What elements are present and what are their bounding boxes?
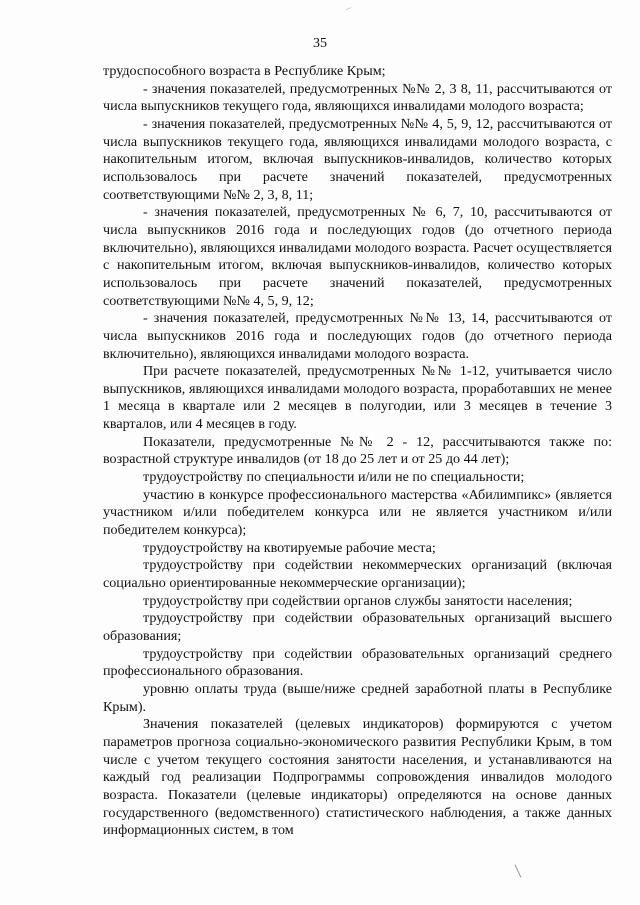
paragraph: трудоустройству при содействии органов службы занятости населения; bbox=[143, 592, 573, 609]
paragraph: трудоустройству при содействии образовательных организаций среднего профессионального образования. bbox=[103, 645, 612, 680]
scan-artifact bbox=[515, 860, 531, 877]
paragraph: - значения показателей, предусмотренных № 6, 7, 10, рассчитываются от числа выпускников 2016 года и последующих годов (до отчетного периода включительно), являющихся инвалидами молодого возраста. Расчет осуществляется с накопительным итогом, включая выпускников-инвалидов, количество которых использовалось при расчете значений показателей, предусмотренных соответствующими №№ 4, 5, 9, 12; bbox=[103, 204, 612, 309]
document-body bbox=[103, 63, 612, 840]
paragraph: трудоустройству по специальности и/или не по специальности; bbox=[143, 469, 525, 486]
paragraph: уровню оплаты труда (выше/ниже средней заработной платы в Республике Крым). bbox=[103, 680, 612, 715]
paragraph: трудоустройству при содействии образовательных организаций высшего образования; bbox=[103, 610, 612, 644]
paragraph: трудоспособного возраста в Республике Крым; bbox=[103, 63, 386, 79]
paragraph: - значения показателей, предусмотренных №№ 13, 14, рассчитываются от числа выпускников 2016 года и последующих годов (до отчетного периода включительно), являющихся инвалидами молодого возраста. bbox=[103, 310, 612, 362]
paragraph: - значения показателей, предусмотренных №№ 2, 3 8, 11, рассчитываются от числа выпускников текущего года, являющихся инвалидами молодого возраста; bbox=[103, 80, 612, 115]
paragraph: Показатели, предусмотренные №№ 2 - 12, рассчитываются также по: возрастной структуре инвалидов (от 18 до 25 лет и от 25 до 44 лет); bbox=[103, 433, 612, 468]
page-number: 35 bbox=[313, 36, 327, 51]
paragraph: трудоустройству при содействии некоммерческих организаций (включая социально ориентированные некоммерческие организации); bbox=[103, 557, 612, 592]
scan-artifact bbox=[345, 7, 352, 13]
paragraph: трудоустройству на квотируемые рабочие места; bbox=[143, 539, 436, 556]
paragraph: участию в конкурсе профессионального мастерства «Абилимпикс» (является участником и/или победителем конкурса или не является участником и/или победителем конкурса); bbox=[103, 486, 612, 539]
paragraph: Значения показателей (целевых индикаторов) формируются с учетом параметров прогноза социально-экономического развития Республики Крым, в том числе с учетом текущего состояния занятости населения, и устанавливаются на каждый год реализации Подпрограммы сопровождения инвалидов молодого возраста. Показатели (целевые индикаторы) определяются на основе данных государственного (ведомственного) статистического наблюдения, а также данных информационных систем, в том bbox=[103, 716, 612, 839]
paragraph: При расчете показателей, предусмотренных №№ 1-12, учитывается число выпускников, являющихся инвалидами молодого возраста, проработавших не менее 1 месяца в квартале или 2 месяцев в полугодии, или 3 месяцев в течение 3 кварталов, или 4 месяцев в году. bbox=[103, 363, 612, 433]
paragraph: - значения показателей, предусмотренных №№ 4, 5, 9, 12, рассчитываются от числа выпускников текущего года, являющихся инвалидами молодого возраста, с накопительным итогом, включая выпускников-инвалидов, количество которых использовалось при расчете значений показателей, предусмотренных соответствующими №№ 2, 3, 8, 11; bbox=[103, 115, 612, 203]
